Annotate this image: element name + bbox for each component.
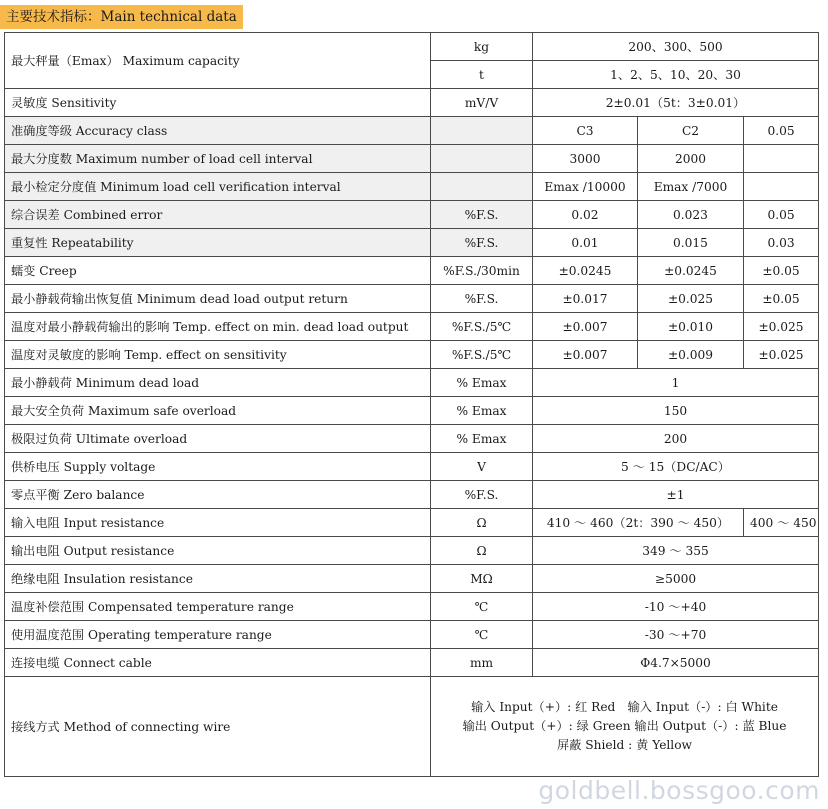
row-label: 最大分度数 Maximum number of load cell interval bbox=[5, 145, 431, 173]
row-label: 最小静载荷 Minimum dead load bbox=[5, 369, 431, 397]
row-unit bbox=[431, 117, 533, 145]
row-label: 最小检定分度值 Minimum load cell verification interval bbox=[5, 173, 431, 201]
row-label: 最小静载荷输出恢复值 Minimum dead load output return bbox=[5, 285, 431, 313]
row-unit: ℃ bbox=[431, 593, 533, 621]
row-unit: %F.S. bbox=[431, 285, 533, 313]
row-value: Φ4.7×5000 bbox=[533, 649, 819, 677]
value-c2: ±0.025 bbox=[638, 285, 744, 313]
row-unit bbox=[431, 173, 533, 201]
row-label: 供桥电压 Supply voltage bbox=[5, 453, 431, 481]
value-c3: C3 bbox=[533, 117, 638, 145]
row-value: ≥5000 bbox=[533, 565, 819, 593]
value-extra: ±0.025 bbox=[744, 313, 819, 341]
row-unit: %F.S./5℃ bbox=[431, 341, 533, 369]
wiring-description bbox=[431, 677, 819, 777]
table-row bbox=[5, 677, 819, 777]
row-unit: % Emax bbox=[431, 397, 533, 425]
value-extra bbox=[744, 173, 819, 201]
table-row bbox=[5, 341, 819, 369]
value-extra: 0.05 bbox=[744, 201, 819, 229]
table-row bbox=[5, 201, 819, 229]
value-c2: 0.015 bbox=[638, 229, 744, 257]
table-row bbox=[5, 33, 819, 61]
table-row bbox=[5, 173, 819, 201]
row-unit bbox=[431, 145, 533, 173]
row-value: 5 ～ 15（DC/AC） bbox=[533, 453, 819, 481]
row-value: 150 bbox=[533, 397, 819, 425]
value-c2: ±0.009 bbox=[638, 341, 744, 369]
value-c3: 3000 bbox=[533, 145, 638, 173]
row-unit: %F.S. bbox=[431, 229, 533, 257]
table-row bbox=[5, 481, 819, 509]
row-label: 灵敏度 Sensitivity bbox=[5, 89, 431, 117]
value-extra: ±0.05 bbox=[744, 285, 819, 313]
table-row bbox=[5, 537, 819, 565]
value-extra: ±0.025 bbox=[744, 341, 819, 369]
row-unit: %F.S./30min bbox=[431, 257, 533, 285]
row-value: 1、2、5、10、20、30 bbox=[533, 61, 819, 89]
row-label: 接线方式 Method of connecting wire bbox=[5, 677, 431, 777]
value-extra: ±0.05 bbox=[744, 257, 819, 285]
row-label: 温度对灵敏度的影响 Temp. effect on sensitivity bbox=[5, 341, 431, 369]
row-label: 最大安全负荷 Maximum safe overload bbox=[5, 397, 431, 425]
table-row bbox=[5, 621, 819, 649]
row-label: 重复性 Repeatability bbox=[5, 229, 431, 257]
table-row bbox=[5, 257, 819, 285]
row-value: -30 ～+70 bbox=[533, 621, 819, 649]
table-row bbox=[5, 313, 819, 341]
row-unit: %F.S. bbox=[431, 481, 533, 509]
row-label: 温度对最小静载荷输出的影响 Temp. effect on min. dead load output bbox=[5, 313, 431, 341]
table-row bbox=[5, 425, 819, 453]
value-c3: ±0.017 bbox=[533, 285, 638, 313]
row-label: 连接电缆 Connect cable bbox=[5, 649, 431, 677]
section-title: 主要技术指标：Main technical data bbox=[0, 5, 243, 29]
table-row bbox=[5, 89, 819, 117]
value-extra: 0.05 bbox=[744, 117, 819, 145]
row-label: 蠕变 Creep bbox=[5, 257, 431, 285]
table-row bbox=[5, 145, 819, 173]
row-value: -10 ～+40 bbox=[533, 593, 819, 621]
value-c3: Emax /10000 bbox=[533, 173, 638, 201]
row-value: 200、300、500 bbox=[533, 33, 819, 61]
row-value: ±1 bbox=[533, 481, 819, 509]
spec-table bbox=[4, 32, 819, 777]
table-row bbox=[5, 117, 819, 145]
table-row bbox=[5, 593, 819, 621]
value-c3: ±0.007 bbox=[533, 313, 638, 341]
row-label: 使用温度范围 Operating temperature range bbox=[5, 621, 431, 649]
row-value-a: 410 ～ 460（2t：390 ～ 450） bbox=[533, 509, 744, 537]
row-unit: Ω bbox=[431, 509, 533, 537]
row-unit: %F.S. bbox=[431, 201, 533, 229]
row-unit: % Emax bbox=[431, 425, 533, 453]
value-c3: 0.01 bbox=[533, 229, 638, 257]
value-c3: ±0.0245 bbox=[533, 257, 638, 285]
row-label: 温度补偿范围 Compensated temperature range bbox=[5, 593, 431, 621]
row-label: 综合误差 Combined error bbox=[5, 201, 431, 229]
row-label: 绝缘电阻 Insulation resistance bbox=[5, 565, 431, 593]
value-extra bbox=[744, 145, 819, 173]
row-unit: V bbox=[431, 453, 533, 481]
table-row bbox=[5, 509, 819, 537]
table-row bbox=[5, 397, 819, 425]
row-label: 极限过负荷 Ultimate overload bbox=[5, 425, 431, 453]
table-row bbox=[5, 229, 819, 257]
row-unit: mV/V bbox=[431, 89, 533, 117]
row-unit: % Emax bbox=[431, 369, 533, 397]
row-unit: %F.S./5℃ bbox=[431, 313, 533, 341]
table-row bbox=[5, 285, 819, 313]
row-unit: Ω bbox=[431, 537, 533, 565]
wiring-line-input: 输入 Input（+）: 红 Red 输入 Input（-）: 白 White bbox=[471, 700, 778, 714]
row-value: 200 bbox=[533, 425, 819, 453]
row-value: 2±0.01（5t：3±0.01） bbox=[533, 89, 819, 117]
table-row bbox=[5, 453, 819, 481]
row-label: 最大秤量（Emax） Maximum capacity bbox=[5, 33, 431, 89]
value-extra: 0.03 bbox=[744, 229, 819, 257]
wiring-line-shield: 屏蔽 Shield : 黄 Yellow bbox=[557, 738, 692, 752]
row-label: 准确度等级 Accuracy class bbox=[5, 117, 431, 145]
row-unit: kg bbox=[431, 33, 533, 61]
value-c3: ±0.007 bbox=[533, 341, 638, 369]
table-row bbox=[5, 369, 819, 397]
row-unit: ℃ bbox=[431, 621, 533, 649]
value-c3: 0.02 bbox=[533, 201, 638, 229]
row-value: 1 bbox=[533, 369, 819, 397]
row-value: 349 ～ 355 bbox=[533, 537, 819, 565]
row-unit: MΩ bbox=[431, 565, 533, 593]
wiring-line-output: 输出 Output（+）: 绿 Green 输出 Output（-）: 蓝 Blue bbox=[462, 719, 787, 733]
value-c2: ±0.0245 bbox=[638, 257, 744, 285]
row-unit: mm bbox=[431, 649, 533, 677]
table-row bbox=[5, 565, 819, 593]
value-c2: Emax /7000 bbox=[638, 173, 744, 201]
value-c2: ±0.010 bbox=[638, 313, 744, 341]
row-unit: t bbox=[431, 61, 533, 89]
value-c2: 0.023 bbox=[638, 201, 744, 229]
row-label: 输入电阻 Input resistance bbox=[5, 509, 431, 537]
row-label: 输出电阻 Output resistance bbox=[5, 537, 431, 565]
table-row bbox=[5, 649, 819, 677]
value-c2: 2000 bbox=[638, 145, 744, 173]
row-label: 零点平衡 Zero balance bbox=[5, 481, 431, 509]
row-value-b: 400 ～ 450 bbox=[744, 509, 819, 537]
watermark: goldbell.bossgoo.com bbox=[538, 776, 820, 805]
value-c2: C2 bbox=[638, 117, 744, 145]
